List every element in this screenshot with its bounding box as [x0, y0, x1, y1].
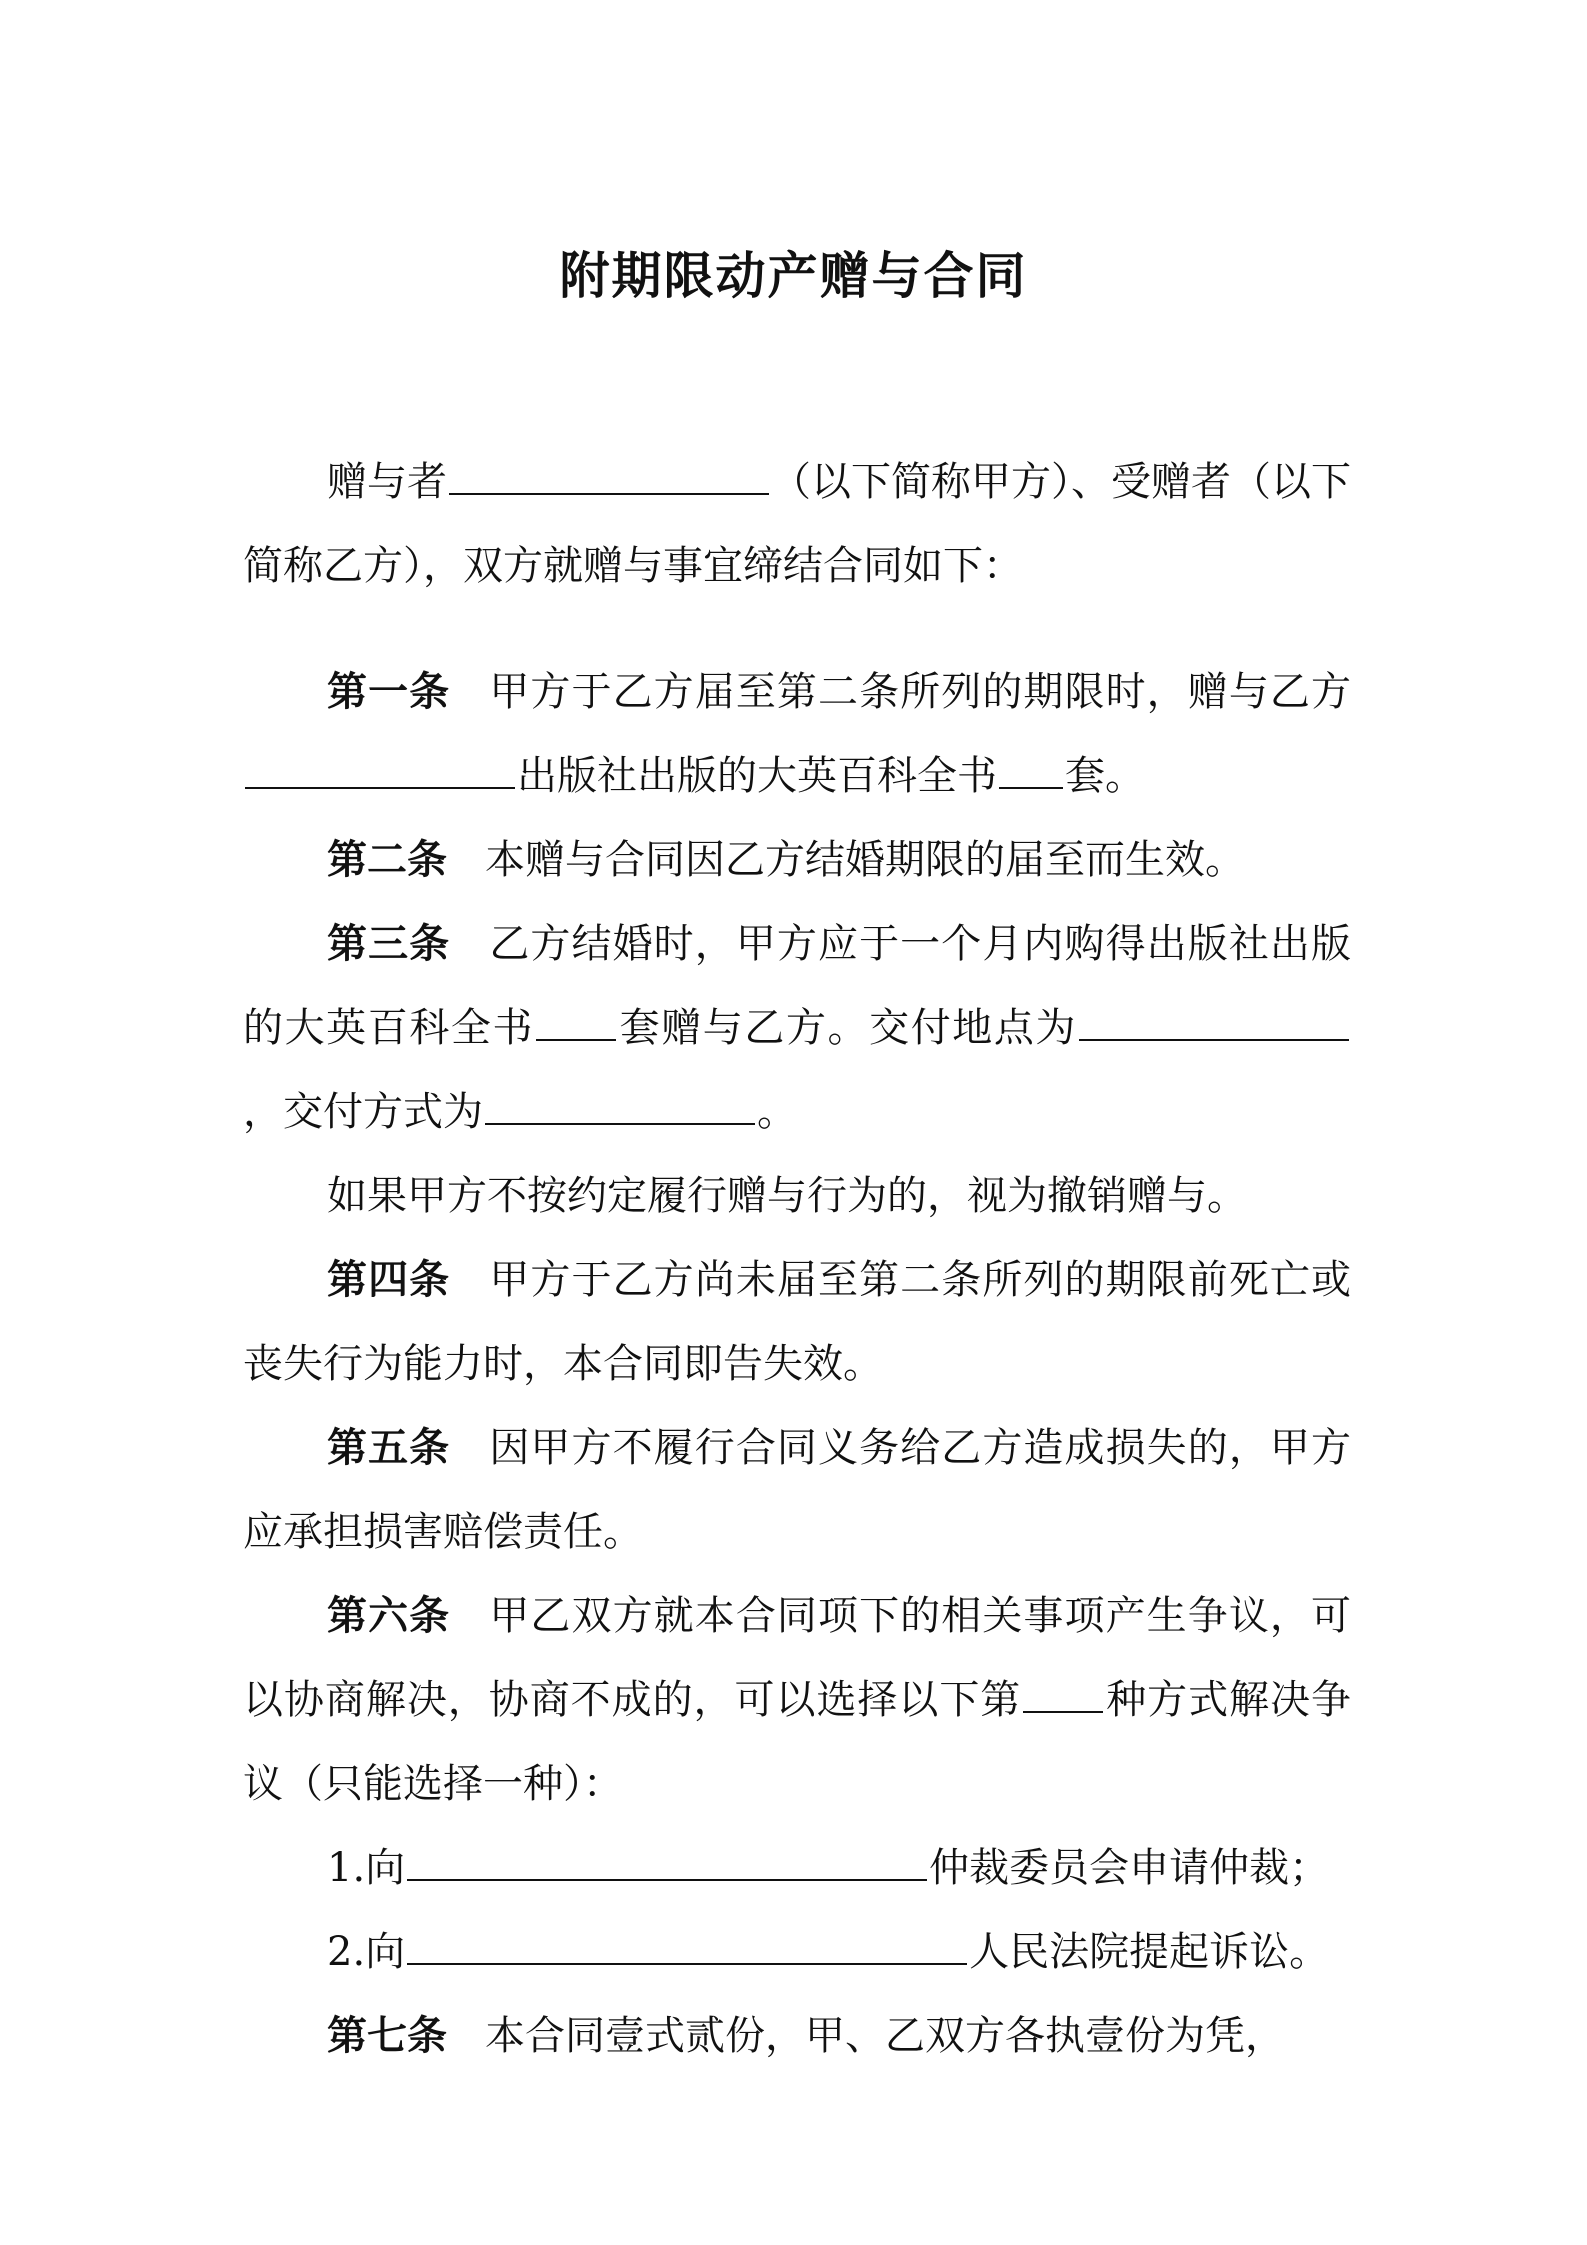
option-2 — [243, 1910, 1351, 1994]
delivery-method-blank[interactable] — [485, 1083, 755, 1125]
document-title: 附期限动产赠与合同 — [559, 246, 1028, 305]
dispute-option-blank[interactable] — [1023, 1671, 1103, 1713]
article-3-text-a: 乙方结婚时，甲方应于一个月内购得出版社出版的大英百科全书 — [243, 921, 1351, 1051]
article-2-label: 第二条 — [327, 836, 447, 883]
donor-label: 赠与者 — [327, 459, 447, 505]
article-6 — [243, 1574, 1351, 1826]
arbitration-commission-blank[interactable] — [407, 1839, 927, 1881]
article-3-text-c: ，交付方式为 — [243, 1089, 483, 1135]
intro-paragraph — [243, 440, 1351, 608]
article-4 — [243, 1238, 1351, 1406]
article-4-label: 第四条 — [327, 1256, 451, 1303]
option-1-prefix: 1.向 — [327, 1845, 406, 1891]
article-5-label: 第五条 — [327, 1424, 451, 1471]
article-3-text-b: 套赠与乙方。交付地点为 — [618, 1005, 1078, 1051]
article-1-text-c: 套。 — [1065, 753, 1145, 799]
article-3-label: 第三条 — [327, 920, 451, 967]
article-6-text-a: 甲乙双方就本合同项下的相关事项产生争议，可以协商解决，协商不成的，可以选择以下第 — [243, 1593, 1351, 1723]
delivery-place-blank[interactable] — [1079, 999, 1349, 1041]
article-5 — [243, 1406, 1351, 1574]
article-7 — [243, 1994, 1351, 2078]
article-2-text: 本赠与合同因乙方结婚期限的届至而生效。 — [485, 837, 1245, 883]
donee-suffix: （以下简称乙方），双方就赠与事宜缔结合同如下： — [243, 459, 1351, 589]
article-7-label: 第七条 — [327, 2012, 447, 2059]
article-7-text: 本合同壹式贰份，甲、乙双方各执壹份为凭， — [485, 2013, 1285, 2059]
article-1-text-a: 甲方于乙方届至第二条所列的期限时，赠与乙方 — [488, 669, 1351, 715]
option-1-suffix: 仲裁委员会申请仲裁； — [929, 1845, 1330, 1891]
purchase-count-blank[interactable] — [536, 999, 616, 1041]
article-1-label: 第一条 — [327, 668, 451, 715]
article-5-text: 因甲方不履行合同义务给乙方造成损失的，甲方应承担损害赔偿责任。 — [243, 1425, 1351, 1555]
article-4-text: 甲方于乙方尚未届至第二条所列的期限前死亡或丧失行为能力时，本合同即告失效。 — [243, 1257, 1351, 1387]
publisher-blank[interactable] — [245, 747, 515, 789]
article-1 — [243, 650, 1351, 818]
donor-name-blank[interactable] — [449, 453, 769, 495]
document-body — [243, 440, 1351, 2078]
article-1-text-b: 出版社出版的大英百科全书 — [517, 753, 997, 799]
article-3-note: 如果甲方不按约定履行赠与行为的，视为撤销赠与。 — [327, 1173, 1247, 1219]
article-3 — [243, 902, 1351, 1154]
set-count-blank[interactable] — [999, 747, 1063, 789]
option-1 — [243, 1826, 1351, 1910]
article-6-label: 第六条 — [327, 1592, 451, 1639]
article-3-text-d: 。 — [757, 1089, 797, 1135]
article-6-text-b: 种方式解决争议（只能选择一种）： — [243, 1677, 1352, 1807]
paragraph-gap — [243, 608, 1351, 650]
court-blank[interactable] — [407, 1923, 967, 1965]
donor-suffix: （以下简称甲方）、受赠者 — [771, 459, 1231, 505]
article-2 — [243, 818, 1351, 902]
option-2-suffix: 人民法院提起诉讼。 — [969, 1929, 1330, 1975]
option-2-prefix: 2.向 — [327, 1929, 406, 1975]
